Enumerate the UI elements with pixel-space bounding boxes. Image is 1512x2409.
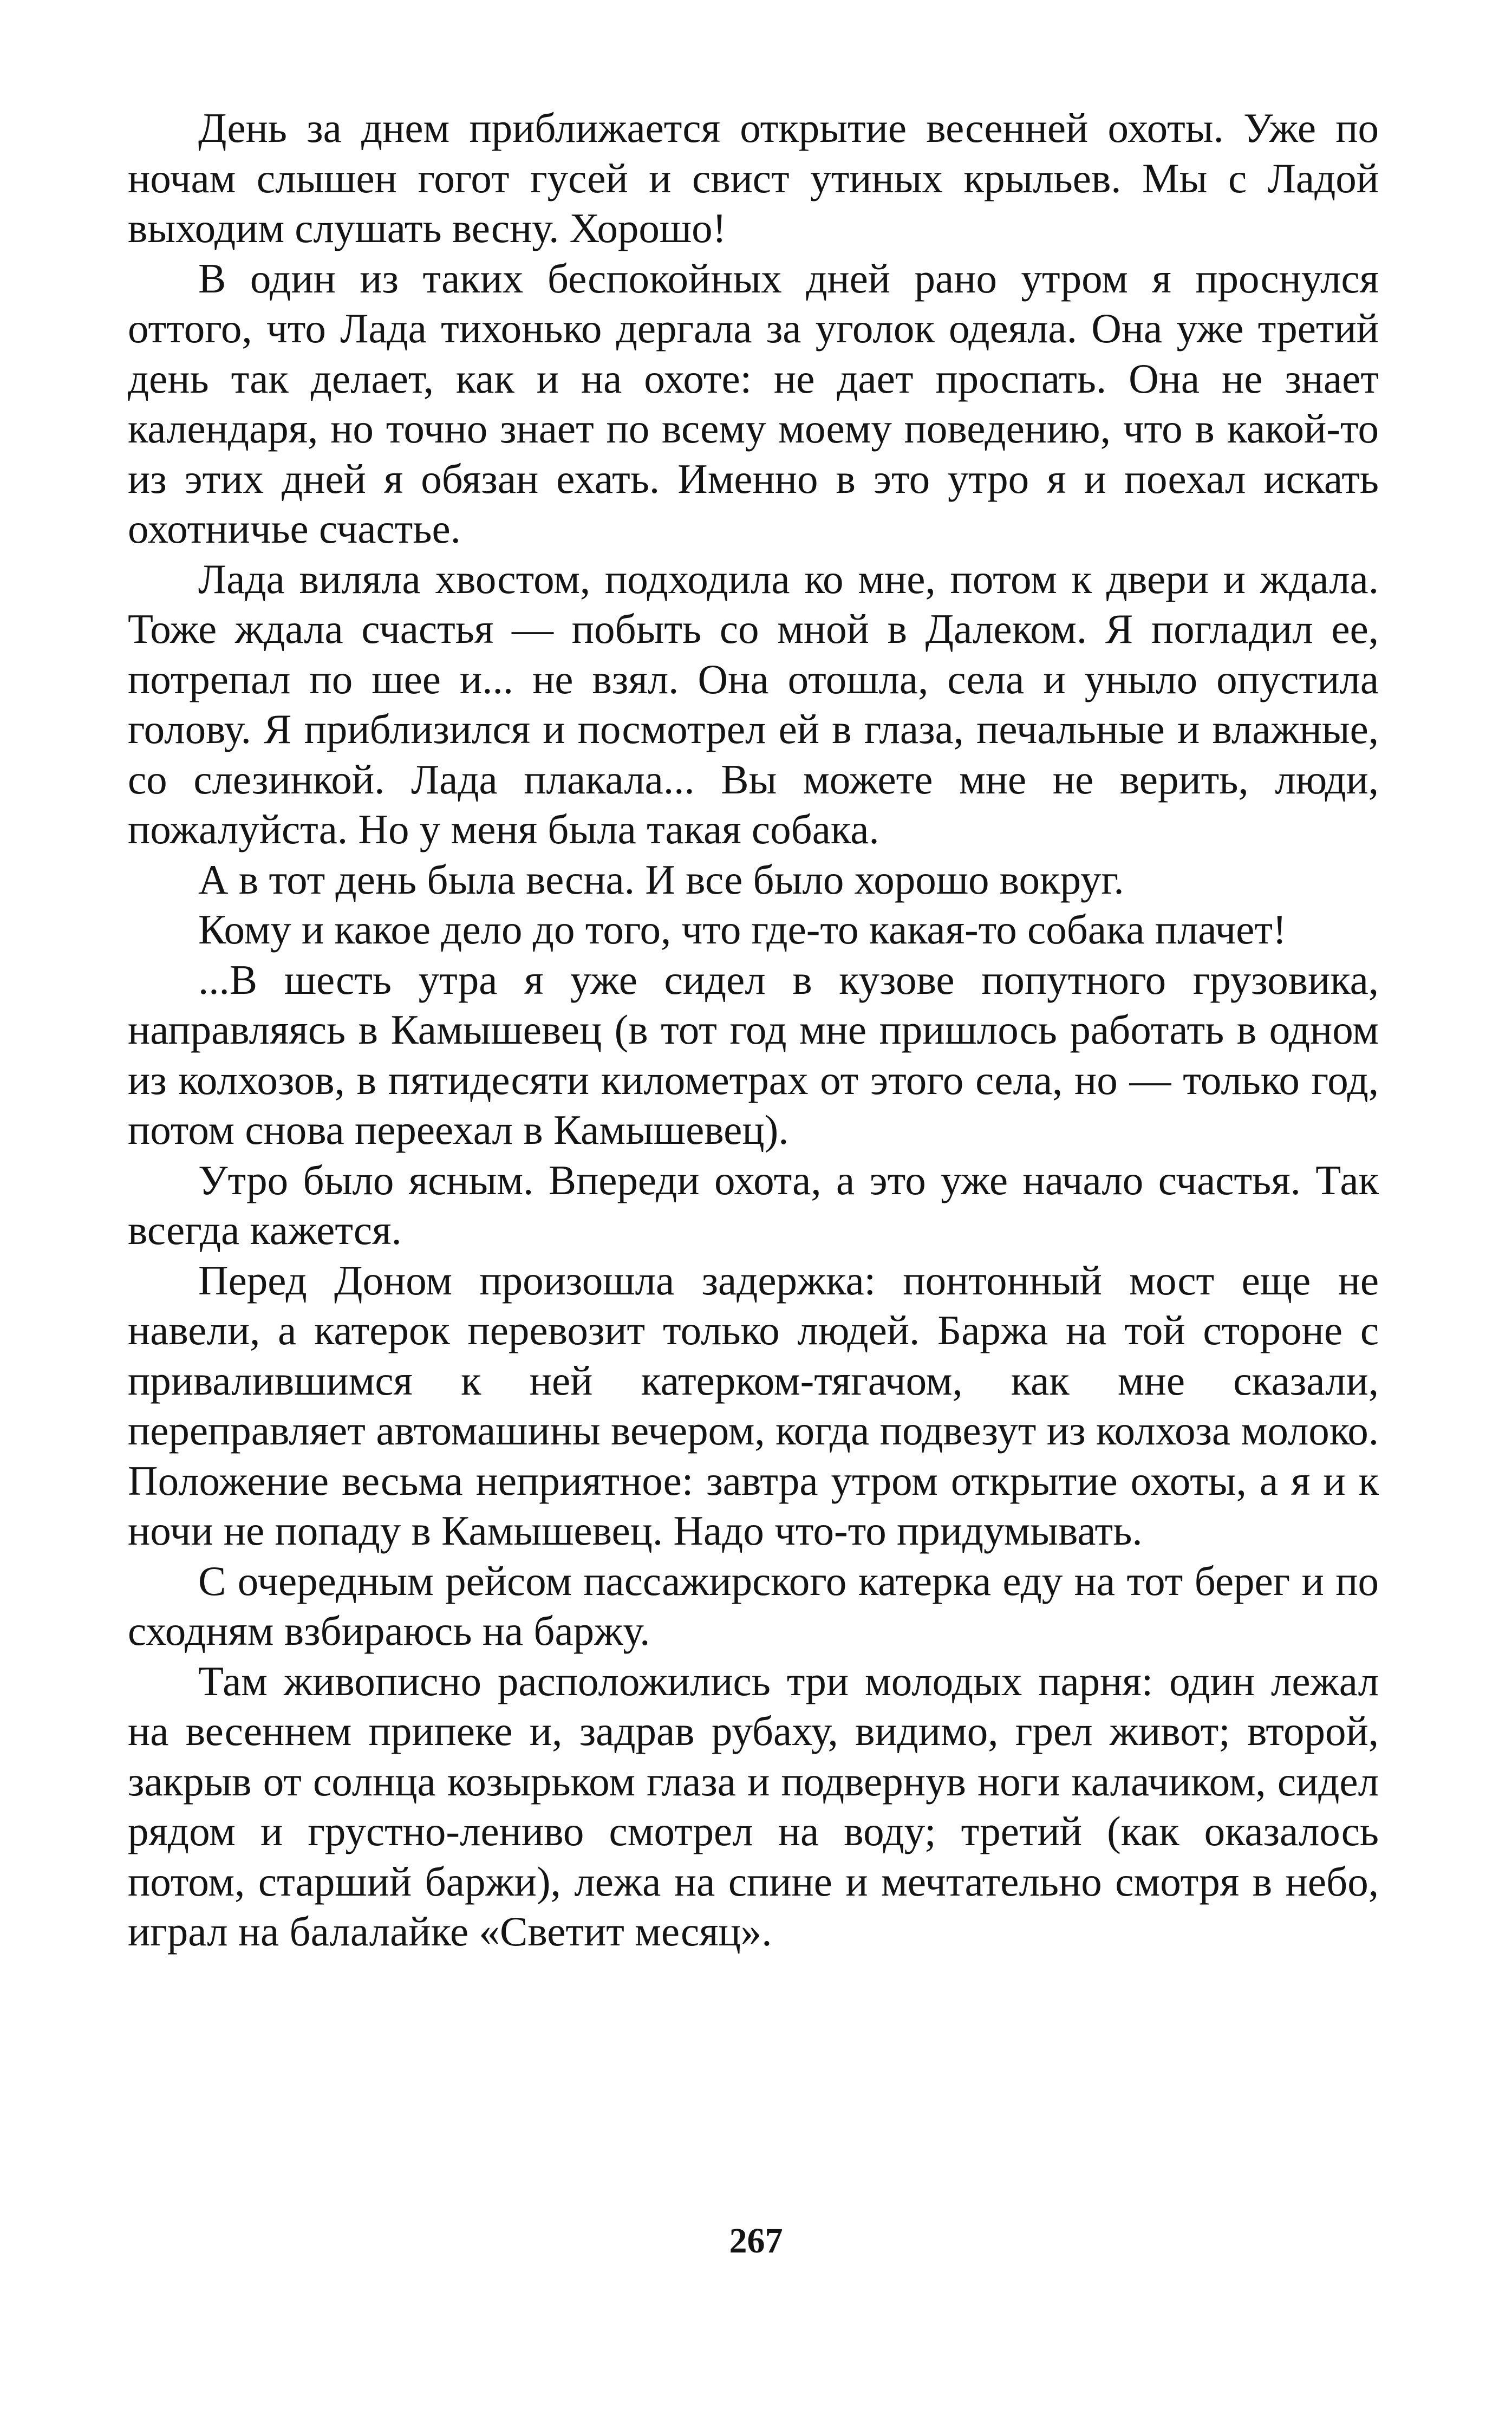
paragraph: День за днем приближается открытие весенней охоты. Уже по ночам слышен гогот гусей и свист утиных крыльев. Мы с Ладой выходим слушать весну. Хорошо! — [128, 105, 1379, 251]
paragraph: Лада виляла хвостом, подходила ко мне, потом к двери и ждала. Тоже ждала счастья — побыть со мной в Далеком. Я погладил ее, потрепал по шее и... не взял. Она отошла, села и уныло опустила голову. Я приблизился и посмотрел ей в глаза, печальные и влажные, со слезинкой. Лада плакала... Вы можете мне не верить, люди, пожалуйста. Но у меня была такая собака. — [128, 555, 1379, 852]
paragraph: Там живописно расположились три молодых парня: один лежал на весеннем припеке и, задрав рубаху, видимо, грел живот; второй, закрыв от солнца козырьком глаза и подвернув ноги калачиком, сидел рядом и грустно-лениво смотрел на воду; третий (как оказалось потом, старший баржи), лежа на спине и мечтательно смотря в небо, играл на балалайке «Светит месяц». — [128, 1657, 1379, 1955]
paragraph: Перед Доном произошла задержка: понтонный мост еще не навели, а катерок перевозит только людей. Баржа на той стороне с привалившимся к ней катерком-тягачом, как мне сказали, переправляет автомашины вечером, когда подвезут из колхоза молоко. Положение весьма неприятное: завтра утром открытие охоты, а я и к ночи не попаду в Камышевец. Надо что-то придумывать. — [128, 1256, 1379, 1554]
paragraph: А в тот день была весна. И все было хорошо вокруг. — [198, 856, 1124, 903]
body-text — [128, 103, 1379, 1957]
paragraph: ...В шесть утра я уже сидел в кузове попутного грузовика, направляясь в Камышевец (в тот год мне пришлось работать в одном из колхозов, в пятидесяти километрах от этого села, но — только год, потом снова переехал в Камышевец). — [128, 956, 1379, 1153]
paragraph: Кому и какое дело до того, что где-то какая-то собака плачет! — [198, 906, 1287, 953]
paragraph: С очередным рейсом пассажирского катерка еду на тот берег и по сходням взбираюсь на баржу. — [128, 1557, 1379, 1654]
paragraph: В один из таких беспокойных дней рано утром я проснулся оттого, что Лада тихонько дергала за уголок одеяла. Она уже третий день так делает, как и на охоте: не дает проспать. Она не знает календаря, но точно знает по всему моему поведению, что в какой-то из этих дней я обязан ехать. Именно в это утро я и поехал искать охотничье счастье. — [128, 255, 1379, 552]
page-number: 267 — [729, 2221, 783, 2261]
paragraph: Утро было ясным. Впереди охота, а это уже начало счастья. Так всегда кажется. — [128, 1156, 1379, 1253]
